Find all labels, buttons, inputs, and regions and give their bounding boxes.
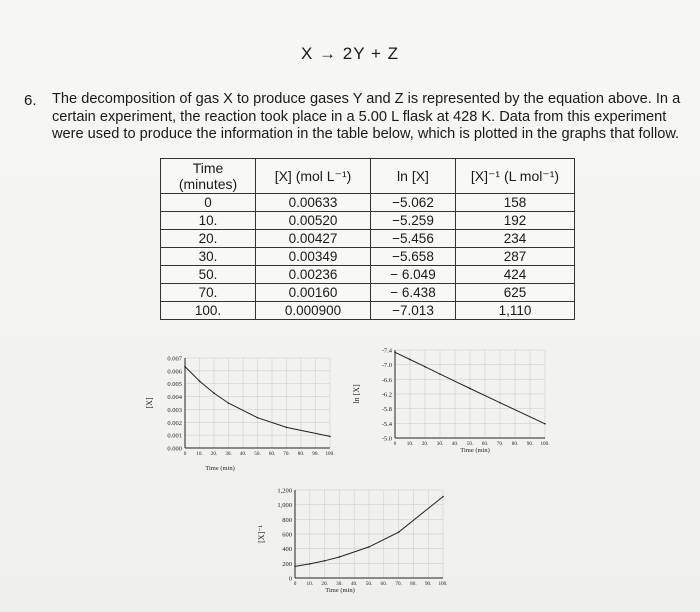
cell-ln-concentration: −5.456 (371, 230, 456, 248)
data-table (160, 158, 575, 320)
cell-concentration: 0.00520 (256, 212, 371, 230)
chart-concentration (140, 350, 355, 475)
cell-ln-concentration: − 6.438 (371, 284, 456, 302)
x-tick-label: 100. (540, 441, 550, 447)
x-axis-label: Time (min) (205, 465, 235, 472)
data-point (213, 392, 215, 394)
y-tick-label: 600 (282, 531, 292, 539)
data-point (294, 566, 296, 568)
x-tick-label: 40. (350, 581, 358, 587)
cell-concentration: 0.00160 (256, 284, 371, 302)
y-tick-label: 0.005 (167, 381, 182, 389)
header-ln-concentration: ln [X] (371, 159, 456, 194)
x-tick-label: 0 (393, 441, 397, 447)
data-point (394, 351, 396, 353)
header-time: Time (minutes) (161, 159, 256, 194)
cell-ln-concentration: −5.259 (371, 212, 456, 230)
y-tick-label: 0.006 (167, 368, 182, 376)
y-tick-label: -5.4 (381, 420, 392, 428)
y-tick-label: 0.002 (167, 419, 182, 427)
y-axis-label: ln [X] (352, 384, 361, 404)
y-tick-label: 0.004 (167, 394, 182, 402)
x-tick-label: 60. (481, 441, 489, 447)
y-tick-label: 0.003 (167, 406, 182, 414)
cell-time: 20. (161, 230, 256, 248)
cell-time: 30. (161, 248, 256, 266)
header-inverse-concentration: [X]⁻¹ (L mol⁻¹) (456, 159, 575, 194)
y-tick-label: 0.001 (167, 432, 182, 440)
data-point (324, 560, 326, 562)
data-point (184, 366, 186, 368)
x-tick-label: 60. (380, 581, 388, 587)
cell-concentration: 0.00427 (256, 230, 371, 248)
table-row (161, 194, 575, 212)
cell-inverse-concentration: 234 (456, 230, 575, 248)
y-tick-label: -6.6 (381, 376, 392, 384)
data-point (257, 417, 259, 419)
cell-ln-concentration: −5.658 (371, 248, 456, 266)
data-point (339, 556, 341, 558)
cell-time: 10. (161, 212, 256, 230)
x-tick-label: 70. (395, 581, 402, 587)
reaction-equation: X → 2Y + Z (300, 44, 400, 63)
graph-ln-concentration-vs-time (345, 342, 560, 467)
cell-inverse-concentration: 625 (456, 284, 575, 302)
table-row (161, 248, 575, 266)
question-text: The decomposition of gas X to produce gases Y and Z is represented by the equation above. In a certain experiment, the reaction took place in a 5.00 L flask at 428 K. Data from this experiment were used to produce the information in the table below, which is plotted in the graphs that follow. (52, 91, 681, 142)
cell-inverse-concentration: 192 (456, 212, 575, 230)
data-point (398, 531, 400, 533)
y-tick-label: 400 (282, 546, 292, 554)
graph-inverse-concentration-vs-time (250, 485, 465, 608)
x-tick-label: 90. (312, 451, 319, 457)
table-row (161, 266, 575, 284)
cell-ln-concentration: −7.013 (371, 302, 456, 320)
table-header-row (161, 159, 575, 194)
cell-concentration: 0.000900 (256, 302, 371, 320)
cell-ln-concentration: −5.062 (371, 194, 456, 212)
data-point (424, 366, 426, 368)
cell-inverse-concentration: 158 (456, 194, 575, 212)
cell-time: 100. (161, 302, 256, 320)
x-tick-label: 20. (321, 581, 328, 587)
cell-concentration: 0.00349 (256, 248, 371, 266)
x-tick-label: 80. (511, 441, 519, 447)
x-tick-label: 50. (254, 451, 261, 457)
x-tick-label: 0 (183, 451, 187, 457)
table-row (161, 284, 575, 302)
y-tick-label: 1,200 (277, 487, 292, 495)
x-tick-label: 10. (196, 451, 203, 457)
x-tick-label: 80. (410, 581, 417, 587)
x-tick-label: 100. (438, 581, 448, 587)
x-tick-label: 90. (424, 581, 432, 587)
x-tick-label: 10. (306, 581, 314, 587)
x-tick-label: 90. (526, 441, 534, 447)
x-tick-label: 40. (239, 451, 247, 457)
table-row (161, 302, 575, 320)
data-point (228, 402, 230, 404)
y-tick-label: -5.0 (381, 435, 392, 443)
y-tick-label: 200 (282, 560, 292, 568)
table-row (161, 212, 575, 230)
y-axis-label: [X] (145, 397, 154, 409)
data-point (544, 423, 546, 425)
x-tick-label: 30. (436, 441, 444, 447)
y-tick-label: 0 (288, 575, 292, 583)
x-tick-label: 10. (406, 441, 414, 447)
x-tick-label: 80. (297, 451, 305, 457)
x-axis-label: Time (min) (460, 447, 490, 454)
data-point (499, 402, 501, 404)
cell-time: 50. (161, 266, 256, 284)
x-tick-label: 100. (325, 451, 335, 457)
x-tick-label: 60. (268, 451, 276, 457)
data-point (469, 388, 471, 390)
data-point (199, 380, 201, 382)
cell-time: 70. (161, 284, 256, 302)
chart-inverse-concentration (250, 485, 465, 603)
table-row (161, 230, 575, 248)
x-tick-label: 70. (283, 451, 290, 457)
x-tick-label: 20. (421, 441, 429, 447)
data-point (309, 563, 311, 565)
chart-ln-concentration (345, 342, 560, 462)
y-tick-label: -6.2 (381, 391, 392, 399)
x-tick-label: 50. (365, 581, 373, 587)
data-point (368, 546, 370, 548)
cell-time: 0 (161, 194, 256, 212)
header-concentration: [X] (mol L⁻¹) (256, 159, 371, 194)
data-point (442, 496, 444, 498)
data-point (409, 359, 411, 361)
y-tick-label: -7.4 (381, 347, 392, 355)
y-axis-label: [X]⁻¹ (257, 525, 266, 543)
x-tick-label: 40. (451, 441, 459, 447)
y-tick-label: 800 (282, 516, 292, 524)
cell-inverse-concentration: 424 (456, 266, 575, 284)
cell-concentration: 0.00236 (256, 266, 371, 284)
question-number: 6. (24, 92, 37, 109)
graph-concentration-vs-time (140, 350, 355, 480)
x-tick-label: 30. (225, 451, 232, 457)
data-point (286, 427, 288, 429)
data-point (329, 436, 331, 438)
x-tick-label: 50. (466, 441, 474, 447)
y-tick-label: -5.8 (381, 406, 392, 414)
y-tick-label: 0.000 (167, 445, 182, 453)
cell-concentration: 0.00633 (256, 194, 371, 212)
x-axis-label: Time (min) (325, 587, 355, 594)
cell-ln-concentration: − 6.049 (371, 266, 456, 284)
x-tick-label: 20. (210, 451, 218, 457)
y-tick-label: 1,000 (277, 502, 292, 510)
y-tick-label: 0.007 (167, 355, 182, 363)
x-tick-label: 30. (336, 581, 343, 587)
y-tick-label: -7.0 (381, 362, 392, 370)
cell-inverse-concentration: 1,110 (456, 302, 575, 320)
data-point (439, 373, 441, 375)
x-tick-label: 70. (496, 441, 504, 447)
cell-inverse-concentration: 287 (456, 248, 575, 266)
x-tick-label: 0 (293, 581, 297, 587)
